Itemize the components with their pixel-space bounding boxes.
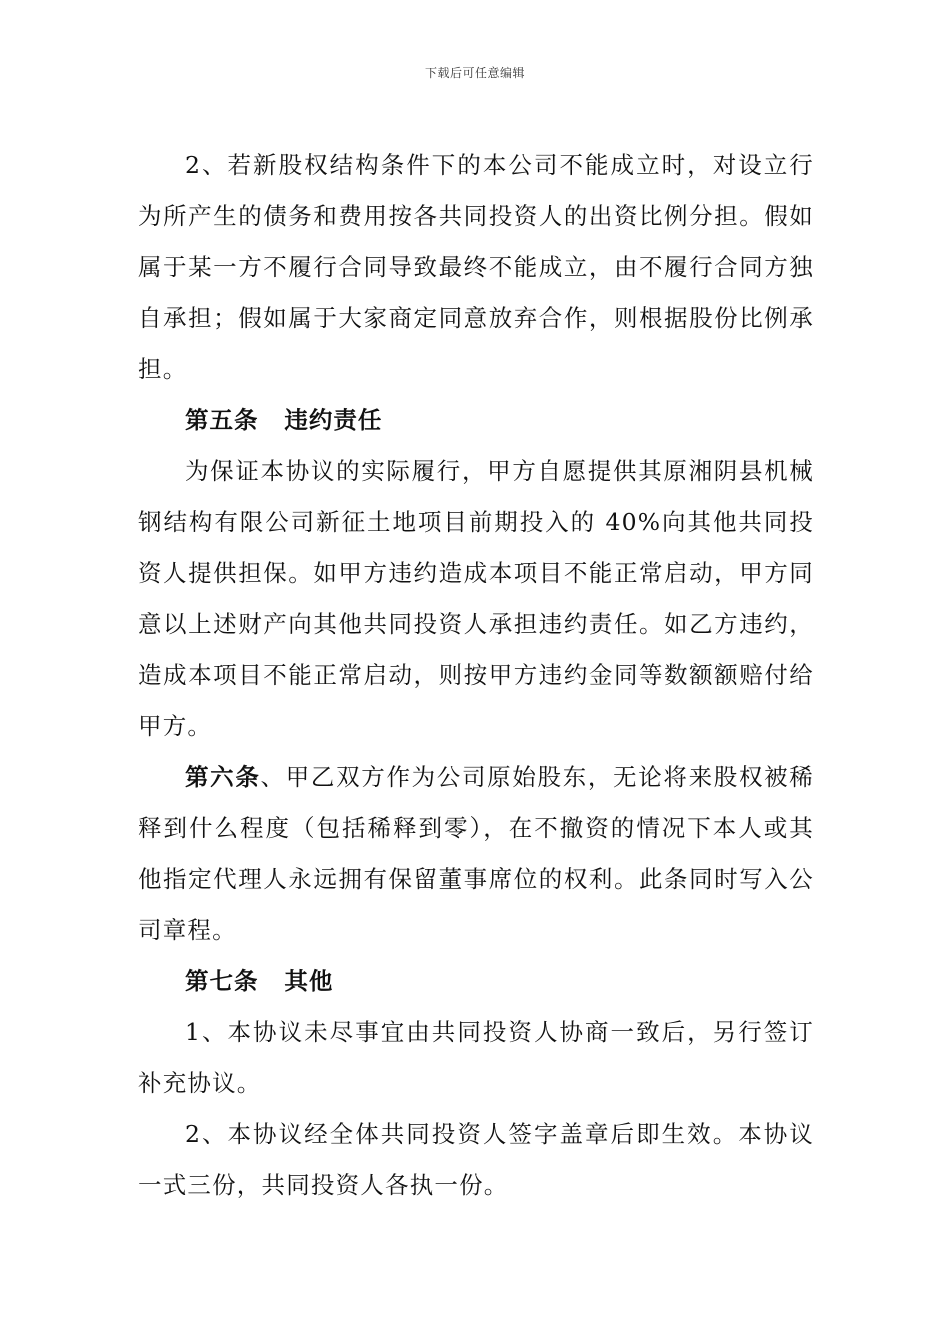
article-5-heading: [138, 395, 814, 446]
article-7-heading: [138, 956, 814, 1007]
article-6-number: 第六条: [185, 763, 261, 791]
article-5-number: 第五条: [185, 406, 259, 434]
paragraph-cost-sharing: 2、若新股权结构条件下的本公司不能成立时，对设立行为所产生的债务和费用按各共同投资人的出资比例分担。假如属于某一方不履行合同导致最终不能成立，由不履行合同方独自承担；假如属于大家商定同意放弃合作，则根据股份比例承担。: [138, 151, 814, 383]
article-7-number: 第七条: [185, 967, 259, 995]
document-body: [138, 140, 814, 1211]
article-5-title: 违约责任: [284, 406, 383, 434]
article-6-text: 、甲乙双方作为公司原始股东，无论将来股权被稀释到什么程度（包括稀释到零），在不撤资的情况下本人或其他指定代理人永远拥有保留董事席位的权利。此条同时写入公司章程。: [138, 763, 814, 944]
page-header: 下载后可任意编辑: [424, 66, 525, 80]
paragraph-article-6: [138, 752, 814, 956]
paragraph-effectiveness: 2、本协议经全体共同投资人签字盖章后即生效。本协议一式三份，共同投资人各执一份。: [138, 1120, 814, 1199]
paragraph-supplementary-agreement: 1、本协议未尽事宜由共同投资人协商一致后，另行签订补充协议。: [138, 1018, 814, 1097]
paragraph-breach-liability: 为保证本协议的实际履行，甲方自愿提供其原湘阴县机械钢结构有限公司新征土地项目前期投入的 40%向其他共同投资人提供担保。如甲方违约造成本项目不能正常启动，甲方同意以上述财产向其他共同投资人承担违约责任。如乙方违约，造成本项目不能正常启动，则按甲方违约金同等数额额赔付给甲方。: [138, 457, 814, 740]
article-7-title: 其他: [284, 967, 334, 995]
